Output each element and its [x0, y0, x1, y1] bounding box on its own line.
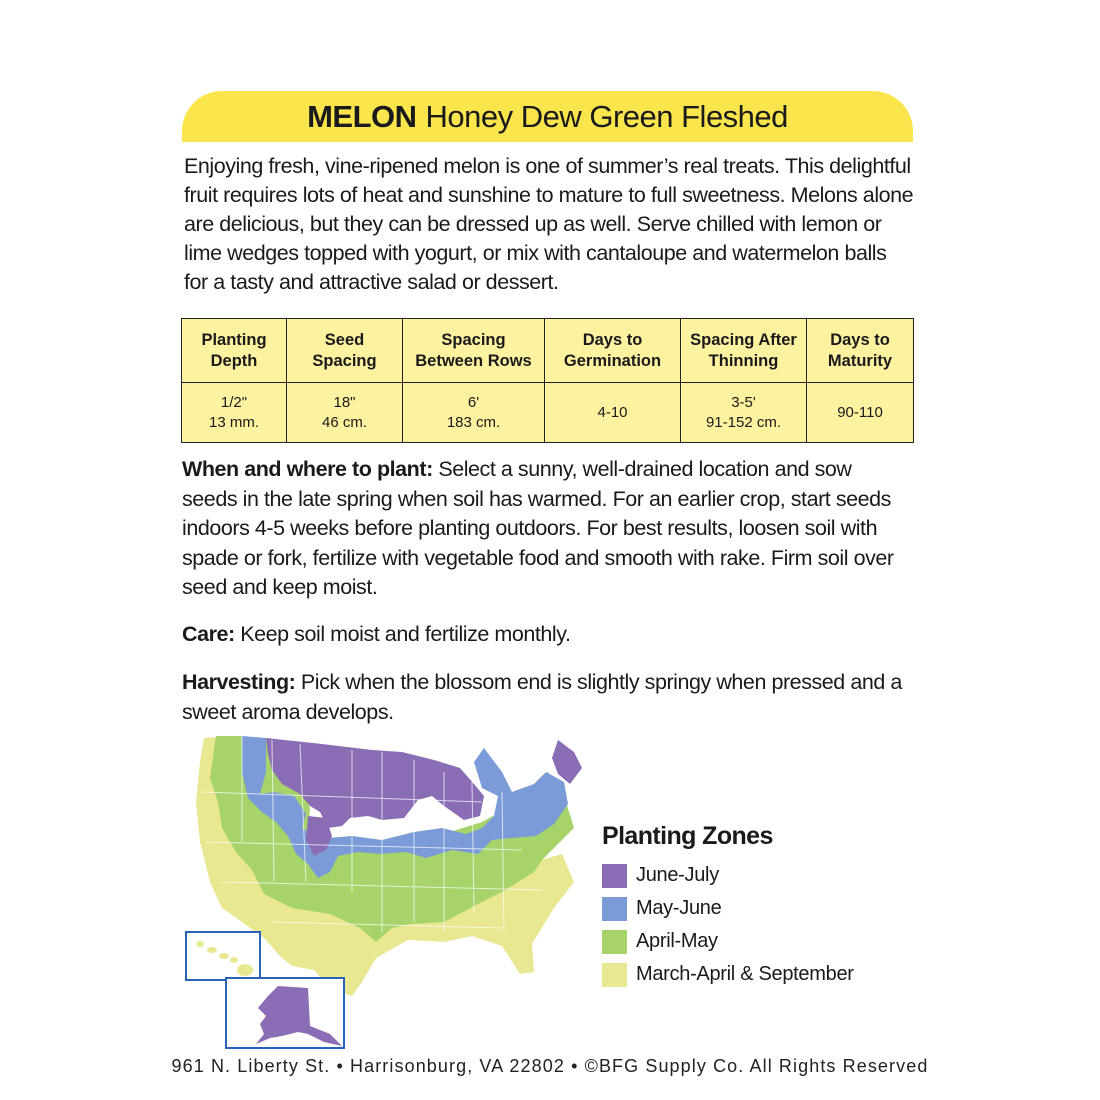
crop-name: MELON [307, 98, 417, 134]
harvest-text: Pick when the blossom end is slightly springy when pressed and a sweet aroma develops. [182, 670, 902, 724]
legend-title: Planting Zones [602, 822, 773, 850]
zones-legend [602, 822, 854, 991]
table-header-row [182, 319, 914, 383]
legend-swatch-may-june [602, 897, 627, 921]
legend-item [602, 859, 854, 892]
legend-label: May-June [636, 897, 722, 919]
legend-swatch-june-july [602, 864, 627, 888]
zone-june-july-maine [552, 740, 582, 784]
planting-table [181, 318, 914, 443]
cell-planting-depth: 1/2" 13 mm. [182, 383, 287, 443]
care-text: Keep soil moist and fertilize monthly. [240, 622, 571, 646]
header-row-spacing: Spacing Between Rows [403, 319, 545, 383]
legend-swatch-april-may [602, 930, 627, 954]
legend-label: March-April & September [636, 963, 854, 985]
when-where-text: Select a sunny, well-drained location and sow seeds in the late spring when soil has warmed. For an earlier crop, start seeds indoors 4-5 weeks before planting outdoors. For best results, loosen soil with spade or fork, fertilize with vegetable food and smooth with rake. Firm soil over seed and keep moist. [182, 457, 894, 599]
header-planting-depth: Planting Depth [182, 319, 287, 383]
cell-row-spacing: 6' 183 cm. [403, 383, 545, 443]
harvest-label: Harvesting: [182, 670, 296, 694]
cell-maturity: 90-110 [807, 383, 914, 443]
when-where-label: When and where to plant: [182, 457, 433, 481]
planting-zones-map [182, 732, 592, 1050]
header-thinning: Spacing After Thinning [681, 319, 807, 383]
intro-text: Enjoying fresh, vine-ripened melon is one of summer’s real treats. This delightful fruit requires lots of heat and sunshine to mature to full sweetness. Melons alone are delicious, but they can be dressed up as well. Serve chilled with lemon or lime wedges topped with yogurt, or mix with cantaloupe and watermelon balls for a tasty and attractive salad or dessert. [184, 154, 914, 294]
care-section [182, 620, 912, 650]
care-label: Care: [182, 622, 235, 646]
variety-name: Honey Dew Green Fleshed [425, 98, 788, 134]
header-seed-spacing: Seed Spacing [287, 319, 403, 383]
cell-seed-spacing: 18" 46 cm. [287, 383, 403, 443]
when-where-section [182, 455, 912, 603]
legend-swatch-march-april-september [602, 963, 627, 987]
title-banner [182, 91, 913, 142]
footer-address: 961 N. Liberty St. • Harrisonburg, VA 22802 • ©BFG Supply Co. All Rights Reserved [171, 1056, 929, 1076]
legend-label: April-May [636, 930, 718, 952]
legend-item [602, 925, 854, 958]
cell-germination: 4-10 [545, 383, 681, 443]
table-row [182, 383, 914, 443]
header-maturity: Days to Maturity [807, 319, 914, 383]
cell-thinning: 3-5' 91-152 cm. [681, 383, 807, 443]
legend-item [602, 892, 854, 925]
legend-label: June-July [636, 864, 719, 886]
legend-item [602, 958, 854, 991]
header-germination: Days to Germination [545, 319, 681, 383]
harvest-section [182, 668, 912, 727]
